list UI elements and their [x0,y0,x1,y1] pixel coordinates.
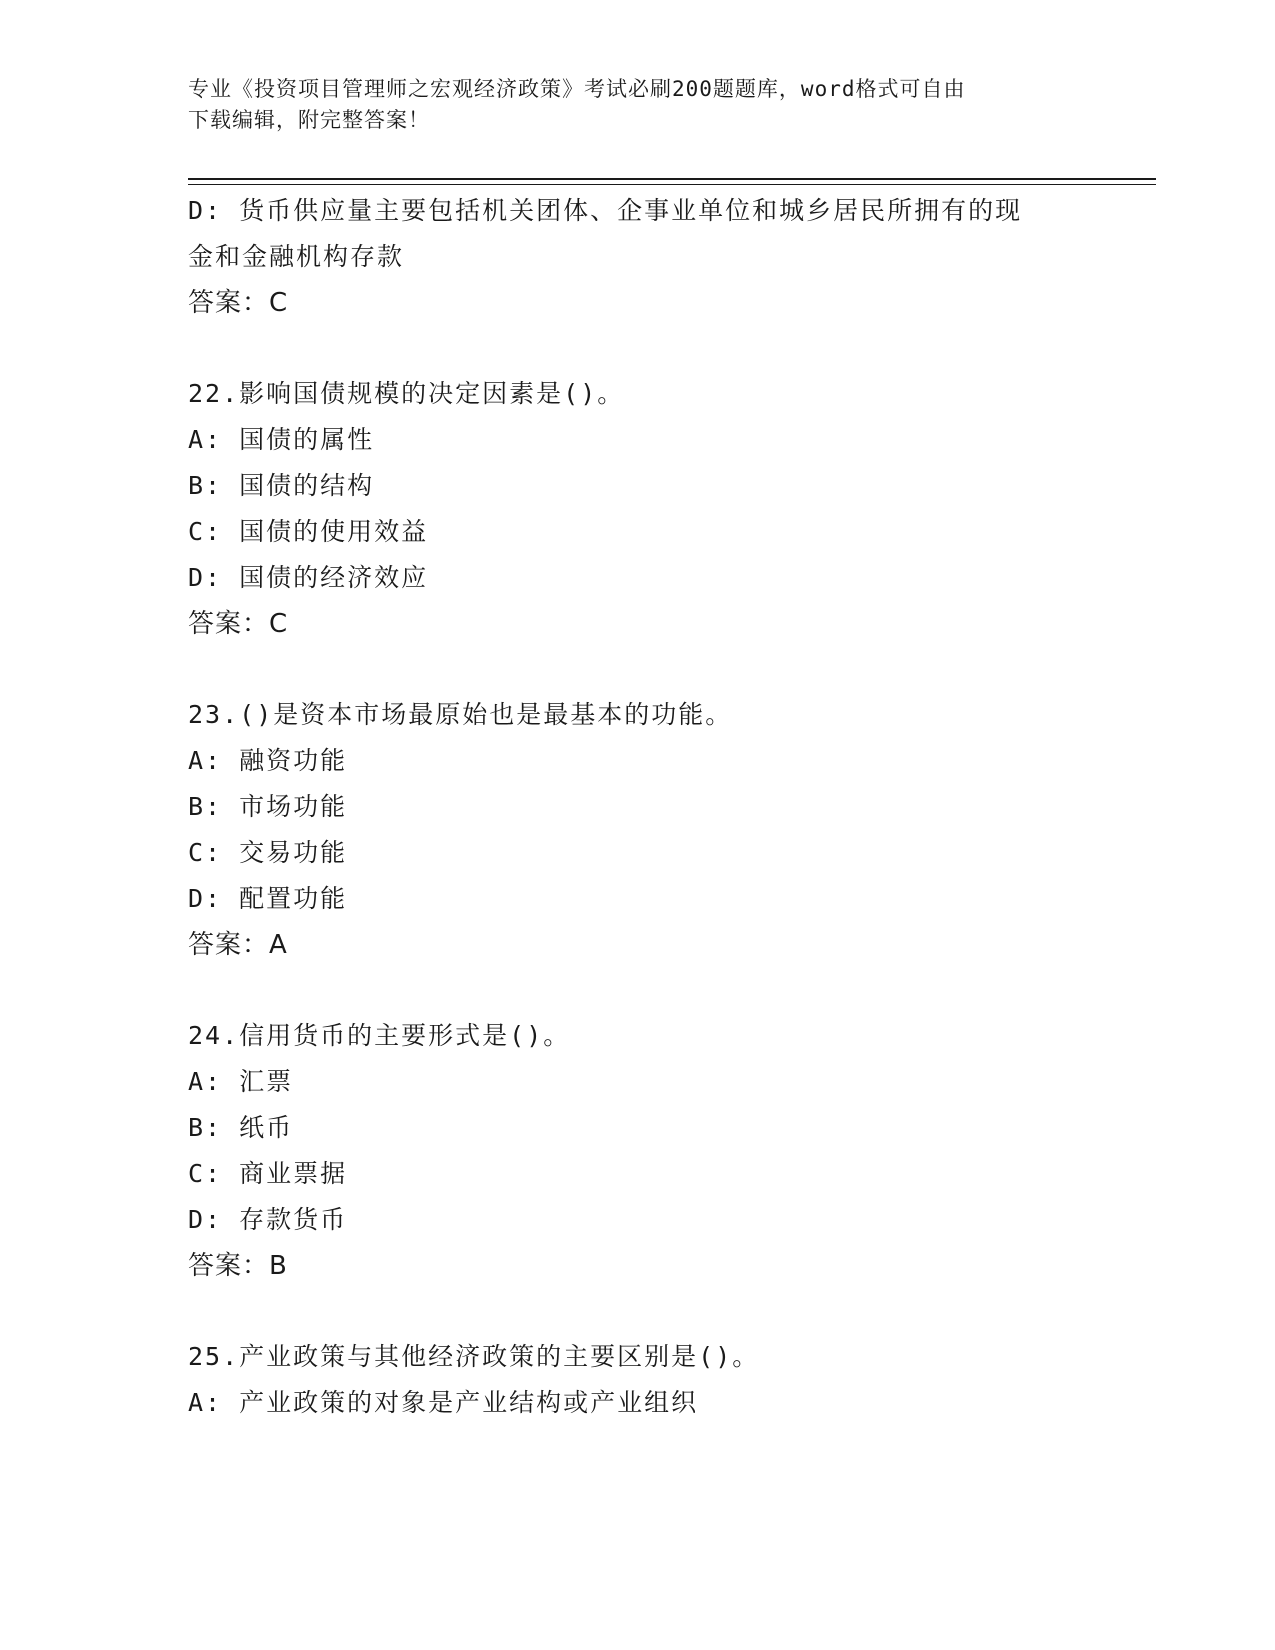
answer: 答案：C [188,609,289,639]
option-d: D: 配置功能 [188,884,348,913]
question-24 [188,1013,1088,1289]
question-25 [188,1334,1088,1426]
option-a: A: 国债的属性 [188,425,375,454]
question-list [188,188,1088,1426]
question-22 [188,371,1088,647]
header-divider-thick [188,178,1156,180]
option-d: D: 国债的经济效应 [188,563,429,592]
question-text: 24.信用货币的主要形式是()。 [188,1021,571,1050]
option-c: C: 交易功能 [188,838,348,867]
option-b: B: 市场功能 [188,792,348,821]
question-23 [188,692,1088,968]
spacer [188,1289,1088,1334]
spacer [188,647,1088,692]
header-line-1: 专业《投资项目管理师之宏观经济政策》考试必刷200题题库，word格式可自由 [188,77,966,101]
document-header [188,74,1088,136]
option-a: A: 汇票 [188,1067,294,1096]
option-d-line-2: 金和金融机构存款 [188,242,405,271]
question-text: 23.()是资本市场最原始也是最基本的功能。 [188,700,733,729]
option-a: A: 融资功能 [188,746,348,775]
spacer [188,326,1088,371]
question-21-tail [188,188,1088,326]
header-line-2: 下载编辑，附完整答案！ [188,108,430,132]
option-b: B: 国债的结构 [188,471,375,500]
option-d: D: 存款货币 [188,1205,348,1234]
option-c: C: 国债的使用效益 [188,517,429,546]
answer: 答案：A [188,930,288,960]
question-text: 22.影响国债规模的决定因素是()。 [188,379,625,408]
option-b: B: 纸币 [188,1113,294,1142]
spacer [188,968,1088,1013]
header-divider-thin [188,184,1156,185]
option-a: A: 产业政策的对象是产业结构或产业组织 [188,1388,699,1417]
answer: 答案：B [188,1251,288,1281]
option-d-line-1: D: 货币供应量主要包括机关团体、企事业单位和城乡居民所拥有的现 [188,196,1023,225]
answer: 答案：C [188,288,289,318]
question-text: 25.产业政策与其他经济政策的主要区别是()。 [188,1342,760,1371]
option-c: C: 商业票据 [188,1159,348,1188]
